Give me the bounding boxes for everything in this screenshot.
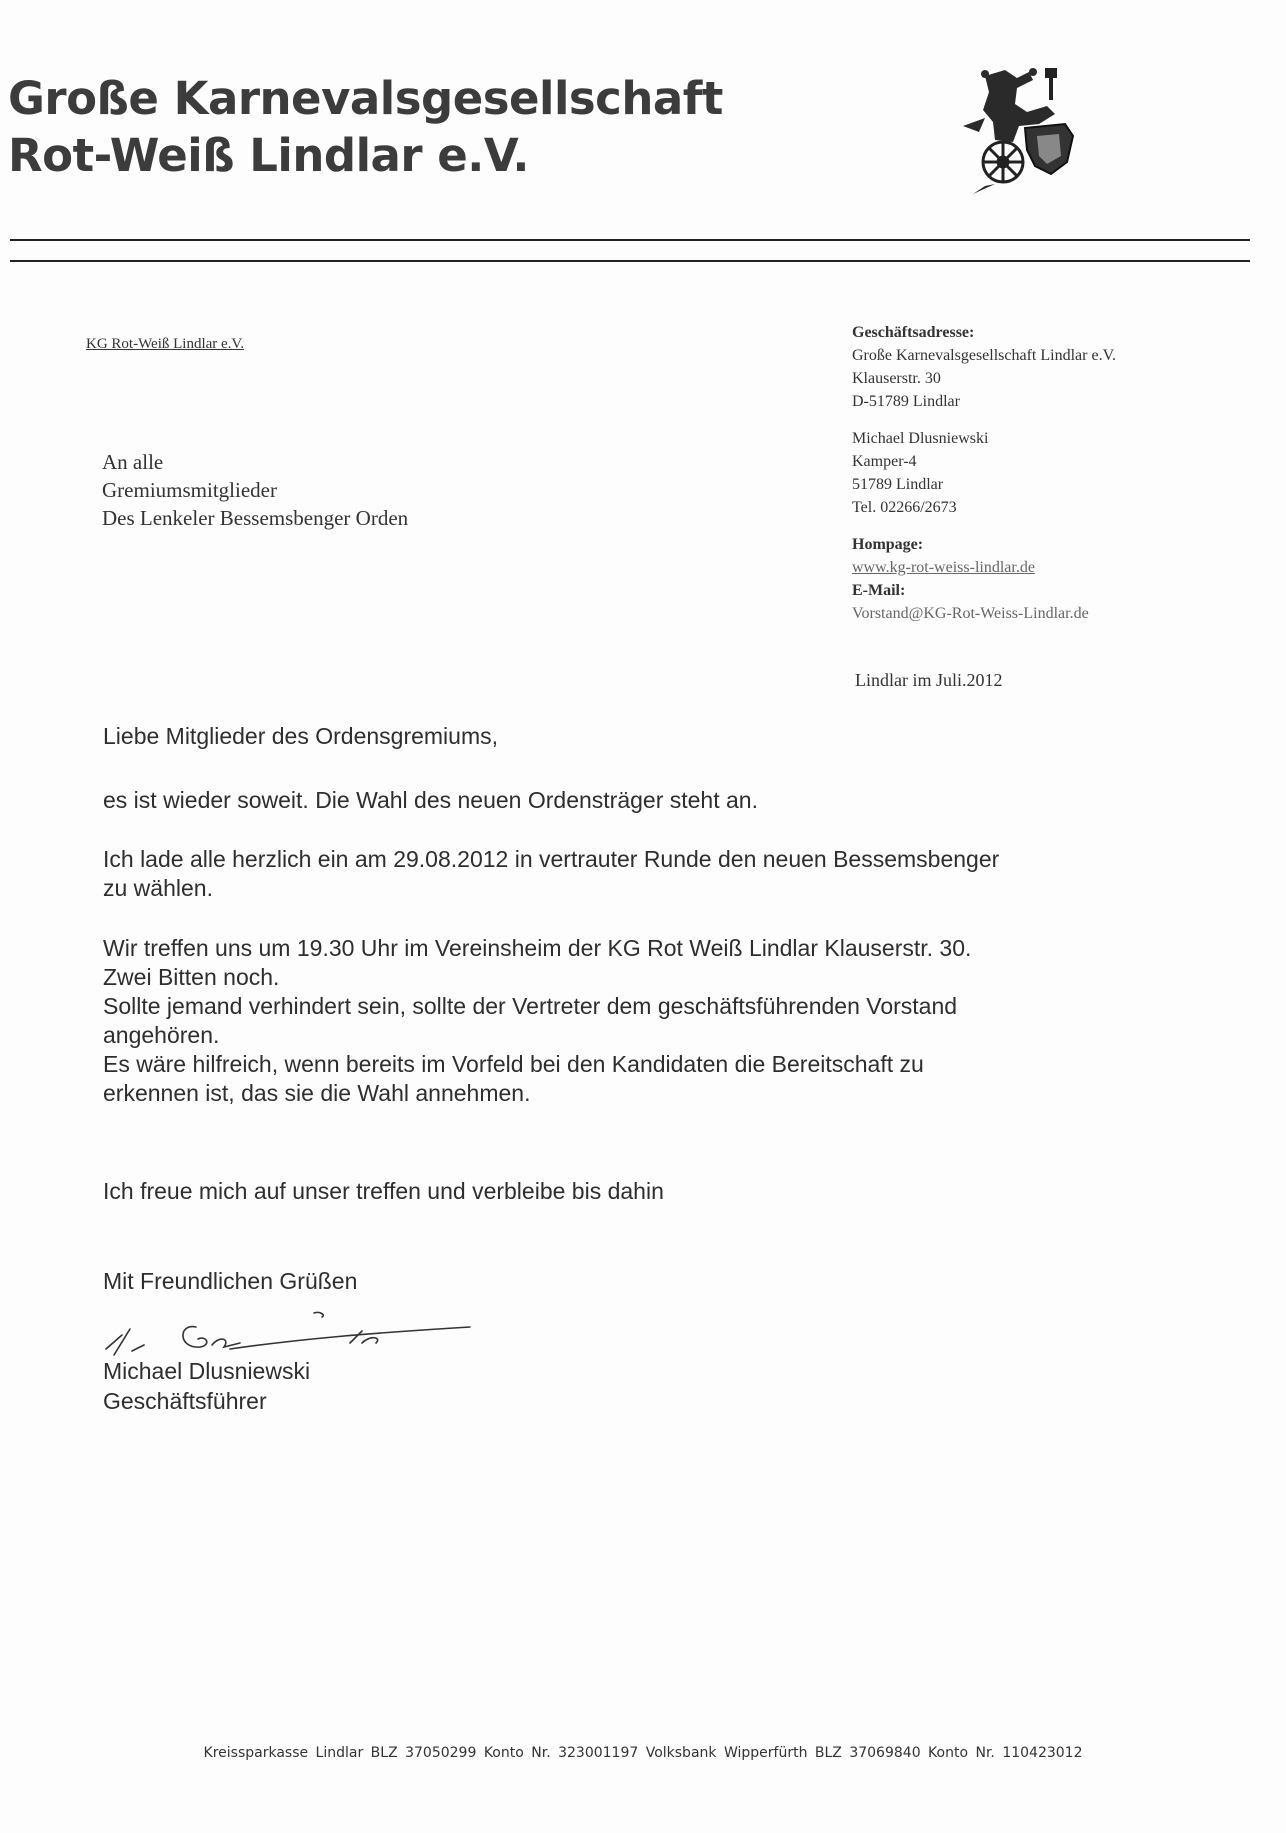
signer-title: Geschäftsführer (103, 1388, 267, 1414)
jester-logo (955, 66, 1085, 196)
paragraph-invitation (103, 845, 999, 903)
paragraph-line: Ich lade alle herzlich ein am 29.08.2012 in vertrauter Runde den neuen Bessemsbenger (103, 846, 1000, 872)
paragraph-line: erkennen ist, das sie die Wahl annehmen. (103, 1080, 531, 1106)
paragraph-line: zu wählen. (103, 875, 213, 901)
paragraph-closing: Ich freue mich auf unser treffen und verbleibe bis dahin (103, 1178, 664, 1204)
letter-date: Lindlar im Juli.2012 (855, 670, 1003, 690)
recipient-block (102, 448, 408, 532)
paragraph-line: Sollte jemand verhindert sein, sollte der Vertreter dem geschäftsführenden Vorstand (103, 993, 958, 1019)
contact-person-line: Michael Dlusniewski (852, 430, 989, 447)
contact-person-line: Kamper-4 (852, 453, 917, 470)
recipient-line: An alle (102, 450, 164, 474)
paragraph-details (103, 934, 971, 1108)
sender-return-address: KG Rot-Weiß Lindlar e.V. (86, 336, 245, 352)
letterhead-title (8, 70, 723, 184)
paragraph-intro: es ist wieder soweit. Die Wahl des neuen Ordensträger steht an. (103, 787, 758, 813)
email-label: E-Mail: (852, 582, 906, 599)
paragraph-line: Zwei Bitten noch. (103, 964, 280, 990)
header-rule-bottom (10, 260, 1250, 262)
recipient-line: Gremiumsmitglieder (102, 478, 277, 502)
paragraph-line: Es wäre hilfreich, wenn bereits im Vorfeld bei den Kandidaten die Bereitschaft zu (103, 1051, 924, 1077)
contact-person-line: 51789 Lindlar (852, 476, 944, 493)
email-address[interactable]: Vorstand@KG-Rot-Weiss-Lindlar.de (852, 605, 1089, 622)
signature-block (103, 1356, 310, 1416)
bank-details-footer: Kreissparkasse Lindlar BLZ 37050299 Konto Nr. 323001197 Volksbank Wipperfürth BLZ 37069840 Konto Nr. 110423012 (203, 1745, 1083, 1761)
business-address-label: Geschäftsadresse: (852, 324, 975, 341)
paragraph-line: Wir treffen uns um 19.30 Uhr im Vereinsheim der KG Rot Weiß Lindlar Klauserstr. 30. (103, 935, 972, 961)
recipient-line: Des Lenkeler Bessemsbenger Orden (102, 506, 409, 530)
contact-phone: Tel. 02266/2673 (852, 499, 957, 516)
org-name-line1: Große Karnevalsgesellschaft (8, 72, 723, 125)
salutation: Liebe Mitglieder des Ordensgremiums, (103, 723, 499, 749)
paragraph-line: angehören. (103, 1022, 220, 1048)
contact-block (852, 321, 1116, 625)
org-name-line2: Rot-Weiß Lindlar e.V. (8, 129, 529, 182)
header-rule-top (10, 239, 1250, 241)
signer-name: Michael Dlusniewski (103, 1358, 311, 1384)
homepage-link[interactable]: www.kg-rot-weiss-lindlar.de (852, 559, 1035, 576)
regards: Mit Freundlichen Grüßen (103, 1268, 358, 1294)
business-address-line: Klauserstr. 30 (852, 370, 941, 387)
business-address-line: Große Karnevalsgesellschaft Lindlar e.V. (852, 347, 1117, 364)
business-address-line: D-51789 Lindlar (852, 393, 960, 410)
homepage-label: Hompage: (852, 536, 924, 553)
